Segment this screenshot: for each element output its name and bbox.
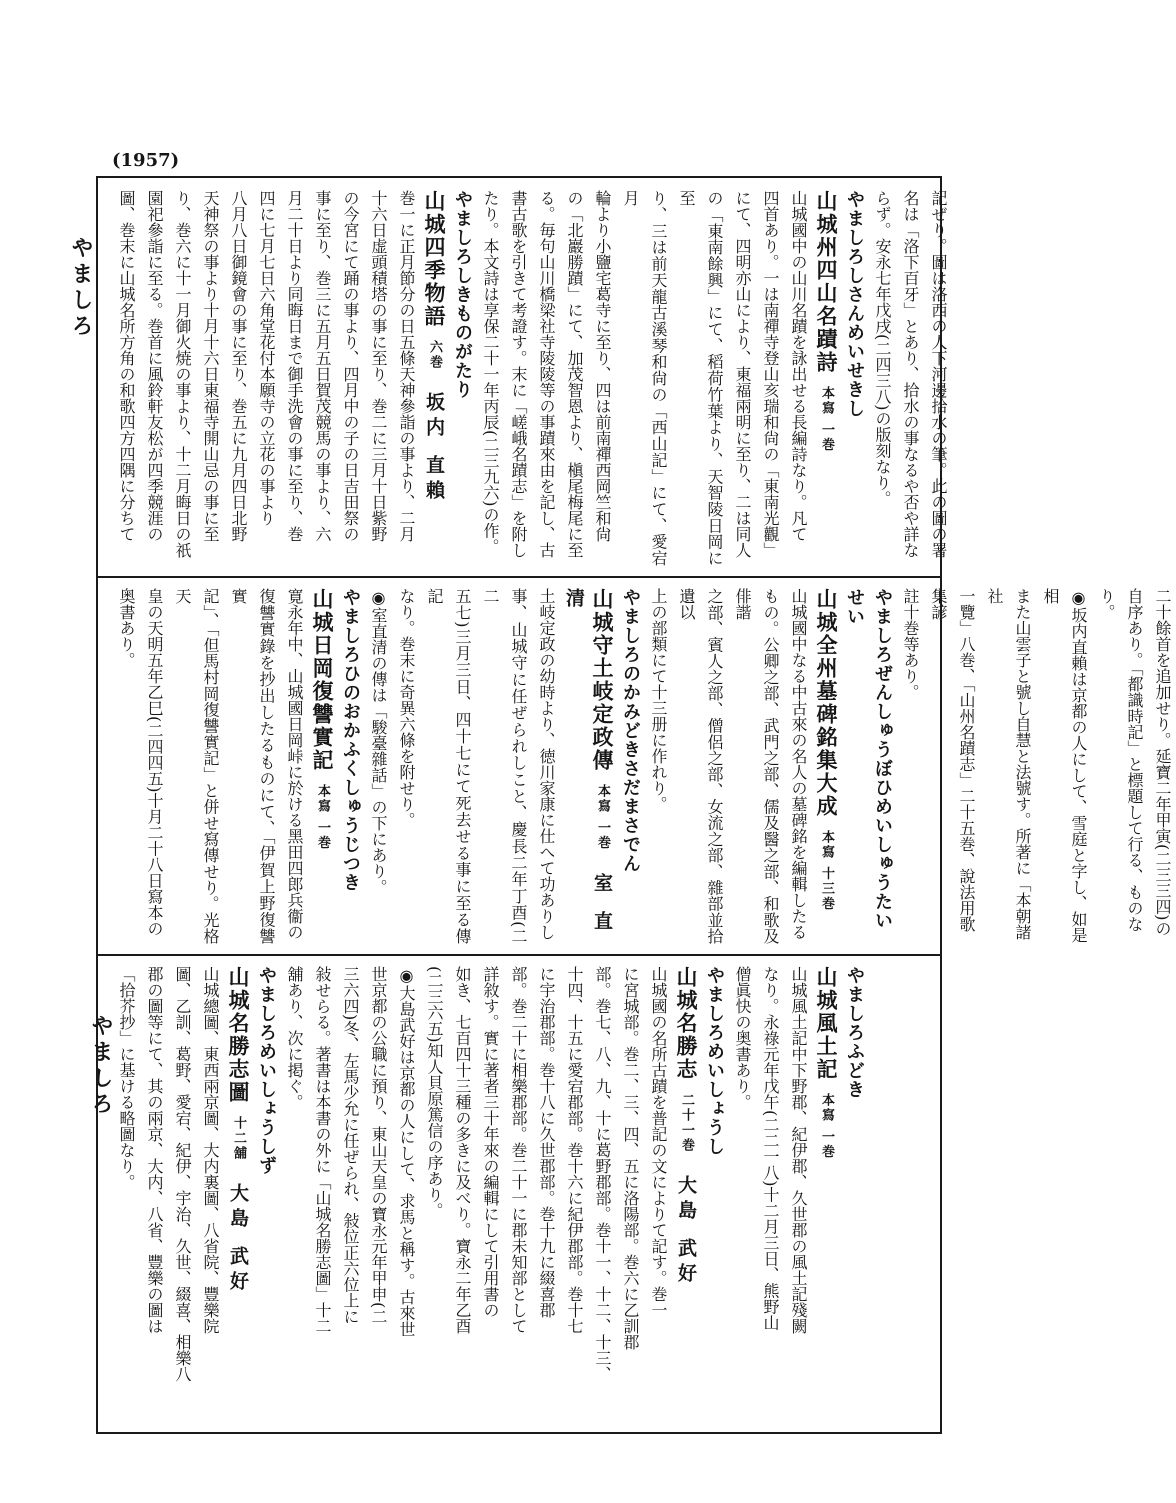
- entry-meta: 本寫 十三巻: [819, 830, 834, 912]
- continuation-line: らず。安永七年戊戌(二四三八)の版刻なり。: [873, 190, 892, 507]
- continuation-line: 名は「洛下百牙」とあり、拾水の事なるや否や詳な: [901, 190, 920, 558]
- entry-body-line: 敍せらる。著書は本書の外に「山城名勝志圖」十二: [313, 966, 332, 1334]
- top-block: [112, 190, 948, 566]
- side-index-kana-bottom: やましろ: [88, 1014, 114, 1118]
- entry-body-line: 寛永年中、山城國日岡峠に於ける黑田四郎兵衞の: [285, 588, 304, 940]
- continuation-line: また山雲子と號し自慧と法號す。所著に「本朝諸社: [985, 588, 1032, 940]
- entry-body-line: なり。巻末に奇異六條を附せり。: [397, 588, 416, 828]
- entry-body-line: 山城總圖、東西兩京圖、大内裏圖、八省院、豐樂院: [201, 966, 220, 1334]
- entry-body-line: 皇の天明五年乙巳(二四四五)十月二十八日寫本の: [145, 588, 164, 937]
- continuation-line: ◉坂内直賴は京都の人にして、雪庭と字し、如是相: [1041, 588, 1088, 943]
- entry-meta: 二十一巻: [679, 1093, 694, 1153]
- section-divider-bottom: [98, 954, 940, 956]
- entry-reading: やましろふどき: [844, 966, 865, 1099]
- entry-title-line: [224, 966, 252, 1422]
- entry-title-line: [420, 190, 448, 566]
- top-block-text: [112, 190, 952, 566]
- bottom-block: [112, 966, 928, 1422]
- entry-body-line: 山城風土記中下野郡、紀伊郡、久世郡の風土記殘闕: [789, 966, 808, 1334]
- entry-body-line: の「東南餘興」にて、稻荷竹葉より、天智陵日岡に至: [677, 190, 724, 566]
- entry-body-line: 部。巻七、八、九、十に葛野郡部。巻十一、十二、十三、: [593, 966, 612, 1382]
- entry-body-line: 山城國中の山川名蹟を詠出せる長編詩なり。凡て: [789, 190, 808, 542]
- entry-body-line: 土岐定政の幼時より、徳川家康に仕へて功ありし: [537, 588, 556, 940]
- entry-body-line: り、巻六に十一月御火焼の事より、十二月晦日の祇: [173, 190, 192, 558]
- continuation-line: 註十巻等あり。: [901, 588, 920, 700]
- entry-reading: やましろしさんめいせきし: [844, 190, 865, 418]
- entry-body-line: 奥書あり。: [117, 588, 136, 668]
- entry-body-line: 四に七月七日六角堂花付本願寺の立花の事より: [257, 190, 276, 526]
- entry-body-line: 世京都の公職に預り、東山天皇の寶永元年甲申(二: [369, 966, 388, 1325]
- entry-reading: やましろぜんしゅうぼひめいしゅうたいせい: [844, 588, 893, 930]
- section-divider-top: [98, 576, 940, 578]
- continuation-line: 二十餘首を追加せり。延寶二年甲寅(二三三四)の: [1153, 588, 1172, 937]
- middle-block: [112, 588, 1172, 944]
- entry-body-line: る。毎句山川橋梁社寺陵陵等の事蹟來由を記し、古: [537, 190, 556, 558]
- entry-meta: 六巻: [427, 340, 442, 370]
- entry-reading: やましろしきものがたり: [452, 190, 473, 399]
- entry-meta: 本寫 一巻: [819, 1093, 834, 1160]
- entry-body-line: 郡の圖等にて、其の兩京、大内、八省、豐樂の圖は: [145, 966, 164, 1334]
- entry-body-line: たり。本文詩は享保二十一年丙辰(二三九六)の作。: [481, 190, 500, 555]
- entry-author: 室 直清: [563, 588, 613, 936]
- entry-meta: 十二舖: [231, 1116, 246, 1161]
- entry-body-line: 五七)三月三日、四十七にて死去せる事に至る傳記: [425, 588, 472, 944]
- entry-body-line: の今宮にて踊の事より、四月中の子の日吉田祭の: [341, 190, 360, 542]
- entry-body-line: 事、山城守に任ぜられしこと、慶長二年丁酉(二二: [481, 588, 528, 944]
- entry-author: 坂内 直賴: [423, 392, 445, 505]
- entry-body-line: 十四、十五に愛宕郡部。巻十六に紀伊郡部。巻十七: [565, 966, 584, 1334]
- entry-title-line: [812, 588, 840, 944]
- entry-body-line: 復讐實錄を抄出したるものにて、「伊賀上野復讐實: [229, 588, 276, 944]
- entry-meta: 本寫 一巻: [819, 386, 834, 453]
- entry-reading: やましろめいしょうし: [704, 966, 725, 1156]
- entry-body-line: 四首あり。一は南禪寺登山亥瑞和尙の「東南光觀」: [761, 190, 780, 558]
- entry-title: 山城名勝志圖: [226, 966, 251, 1104]
- entry-body-line: 圖、巻末に山城名所方角の和歌四方四隅に分ちて: [117, 190, 136, 542]
- entry-body-line: 三六四)冬、左馬少允に任ぜられ、敍位正六位上に: [341, 966, 360, 1325]
- entry-title: 山城四季物語: [422, 190, 447, 328]
- entry-body-line: 「拾芥抄」に基ける略圖なり。: [117, 966, 136, 1190]
- entry-body-line: にて、四明亦山により、東福兩明に至り、二は同人: [733, 190, 752, 558]
- entry-title: 山城守土岐定政傳: [590, 588, 615, 772]
- entry-body-line: 詳敘す。實に著者三十年來の編輯にして引用書の: [481, 966, 500, 1318]
- bottom-block-text: [112, 966, 868, 1422]
- page-frame: [96, 176, 1172, 1434]
- entry-body-line: 山城國の名所古蹟を普記の文によりて記す。巻一: [649, 966, 668, 1318]
- entry-body-line: なり。永祿元年戊午(二二一八)十二月三日、熊野山: [761, 966, 780, 1331]
- entry-title: 山城名勝志: [674, 966, 699, 1081]
- entry-body-line: 十六日虚頭積塔の事に至り、巻二に三月十日紫野: [369, 190, 388, 542]
- entry-body-line: 月二十日より同晦日まで御手洗會の事に至り、巻: [285, 190, 304, 542]
- entry-body-line: 上の部類にて十三册に作れり。: [649, 588, 668, 812]
- entry-body-line: 八月八日御鏡會の事に至り、巻五に九月四日北野: [229, 190, 248, 542]
- entry-author: 大島 武好: [227, 1183, 249, 1296]
- continuation-line: 一覽」八巻、「山州名蹟志」二十五巻、說法用歌集諺: [929, 588, 976, 932]
- entry-body-line: に宇治郡部。巻十八に久世郡部。巻十九に綴喜郡: [537, 966, 556, 1318]
- entry-body-line: 圖、乙訓、葛野、愛宕、紀伊、宇治、久世、綴喜、相樂八: [173, 966, 192, 1382]
- page-number: (1957): [112, 150, 180, 171]
- entry-reading: やましろひのおかふくしゅうじつき: [340, 588, 361, 892]
- entry-body-line: 書古歌を引きて考證す。末に「嵯峨名蹟志」を附し: [509, 190, 528, 558]
- entry-body-line: ◉大島武好は京都の人にして、求馬と稱す。古來世: [397, 966, 416, 1337]
- entry-reading: やましろのかみどきさだまさでん: [620, 588, 641, 873]
- continuation-line: 自序あり。「都識時記」と標題して行る、ものなり。: [1097, 588, 1144, 932]
- entry-body-line: (二三六五)知人貝原篤信の序あり。: [425, 966, 444, 1219]
- entry-body-line: 之部、賓人之部、僧侶之部、女流之部、雜部並拾遺以: [677, 588, 724, 944]
- entry-body-line: り、三は前天龍古溪琴和尙の「西山記」にて、愛宕月: [621, 190, 668, 566]
- entry-body-line: 園祀參詣に至る。巻首に風鈴軒友松が四季競涯の: [145, 190, 164, 542]
- entry-body-line: 僧眞快の奥書あり。: [733, 966, 752, 1110]
- entry-meta: 本寫 一巻: [595, 784, 610, 851]
- side-index-kana-top: やましろ: [68, 236, 94, 340]
- entry-body-line: ◉室直清の傳は「駿臺雜話」の下にあり。: [369, 588, 388, 895]
- entry-body-line: 輪より小鹽宅葛寺に至り、四は前南禪西岡竺和尙: [593, 190, 612, 542]
- continuation-line: 記ぜり。圖は洛西の人下河邊拾水の筆。此の圖の署: [929, 190, 948, 558]
- entry-title: 山城全州墓碑銘集大成: [814, 588, 839, 818]
- entry-title-line: [672, 966, 700, 1422]
- entry-body-line: 巻一に正月節分の日五條天神參詣の事より、二月: [397, 190, 416, 542]
- entry-title: 山城風土記: [814, 966, 839, 1081]
- entry-body-line: 天神祭の事より十月十六日東福寺開山忌の事に至: [201, 190, 220, 542]
- entry-body-line: の「北巖勝蹟」にて、加茂智恩より、槇尾梅尾に至: [565, 190, 584, 558]
- entry-title-line: [560, 588, 616, 944]
- entry-body-line: 部。巻二十に相樂郡部。巻二十一に郡未知部として: [509, 966, 528, 1334]
- entry-meta: 本寫 一巻: [315, 784, 330, 851]
- entry-body-line: 舖あり、次に掲ぐ。: [285, 966, 304, 1110]
- middle-block-text: [112, 588, 1176, 944]
- entry-body-line: に宮城部。巻二、三、四、五に洛陽部。巻六に乙訓郡: [621, 966, 640, 1350]
- entry-title-line: [308, 588, 336, 944]
- entry-body-line: もの。公卿之部、武門之部、儒及醫之部、和歌及俳諧: [733, 588, 780, 944]
- entry-author: 大島 武好: [675, 1175, 697, 1288]
- entry-title: 山城州四山名蹟詩: [814, 190, 839, 374]
- entry-title-line: [812, 190, 840, 566]
- entry-body-line: 事に至り、巻三に五月五日賀茂競馬の事より、六: [313, 190, 332, 542]
- entry-body-line: 記」、「但馬村岡復讐實記」と併せ寫傳せり。光格天: [173, 588, 220, 944]
- entry-title: 山城日岡復讐實記: [310, 588, 335, 772]
- entry-body-line: 山城國中なる中古來の名人の墓碑銘を編輯したる: [789, 588, 808, 940]
- entry-body-line: 如き、七百四十三種の多きに及べり。寶永二年乙酉: [453, 966, 472, 1334]
- entry-title-line: [812, 966, 840, 1422]
- entry-reading: やましろめいしょうしず: [256, 966, 277, 1175]
